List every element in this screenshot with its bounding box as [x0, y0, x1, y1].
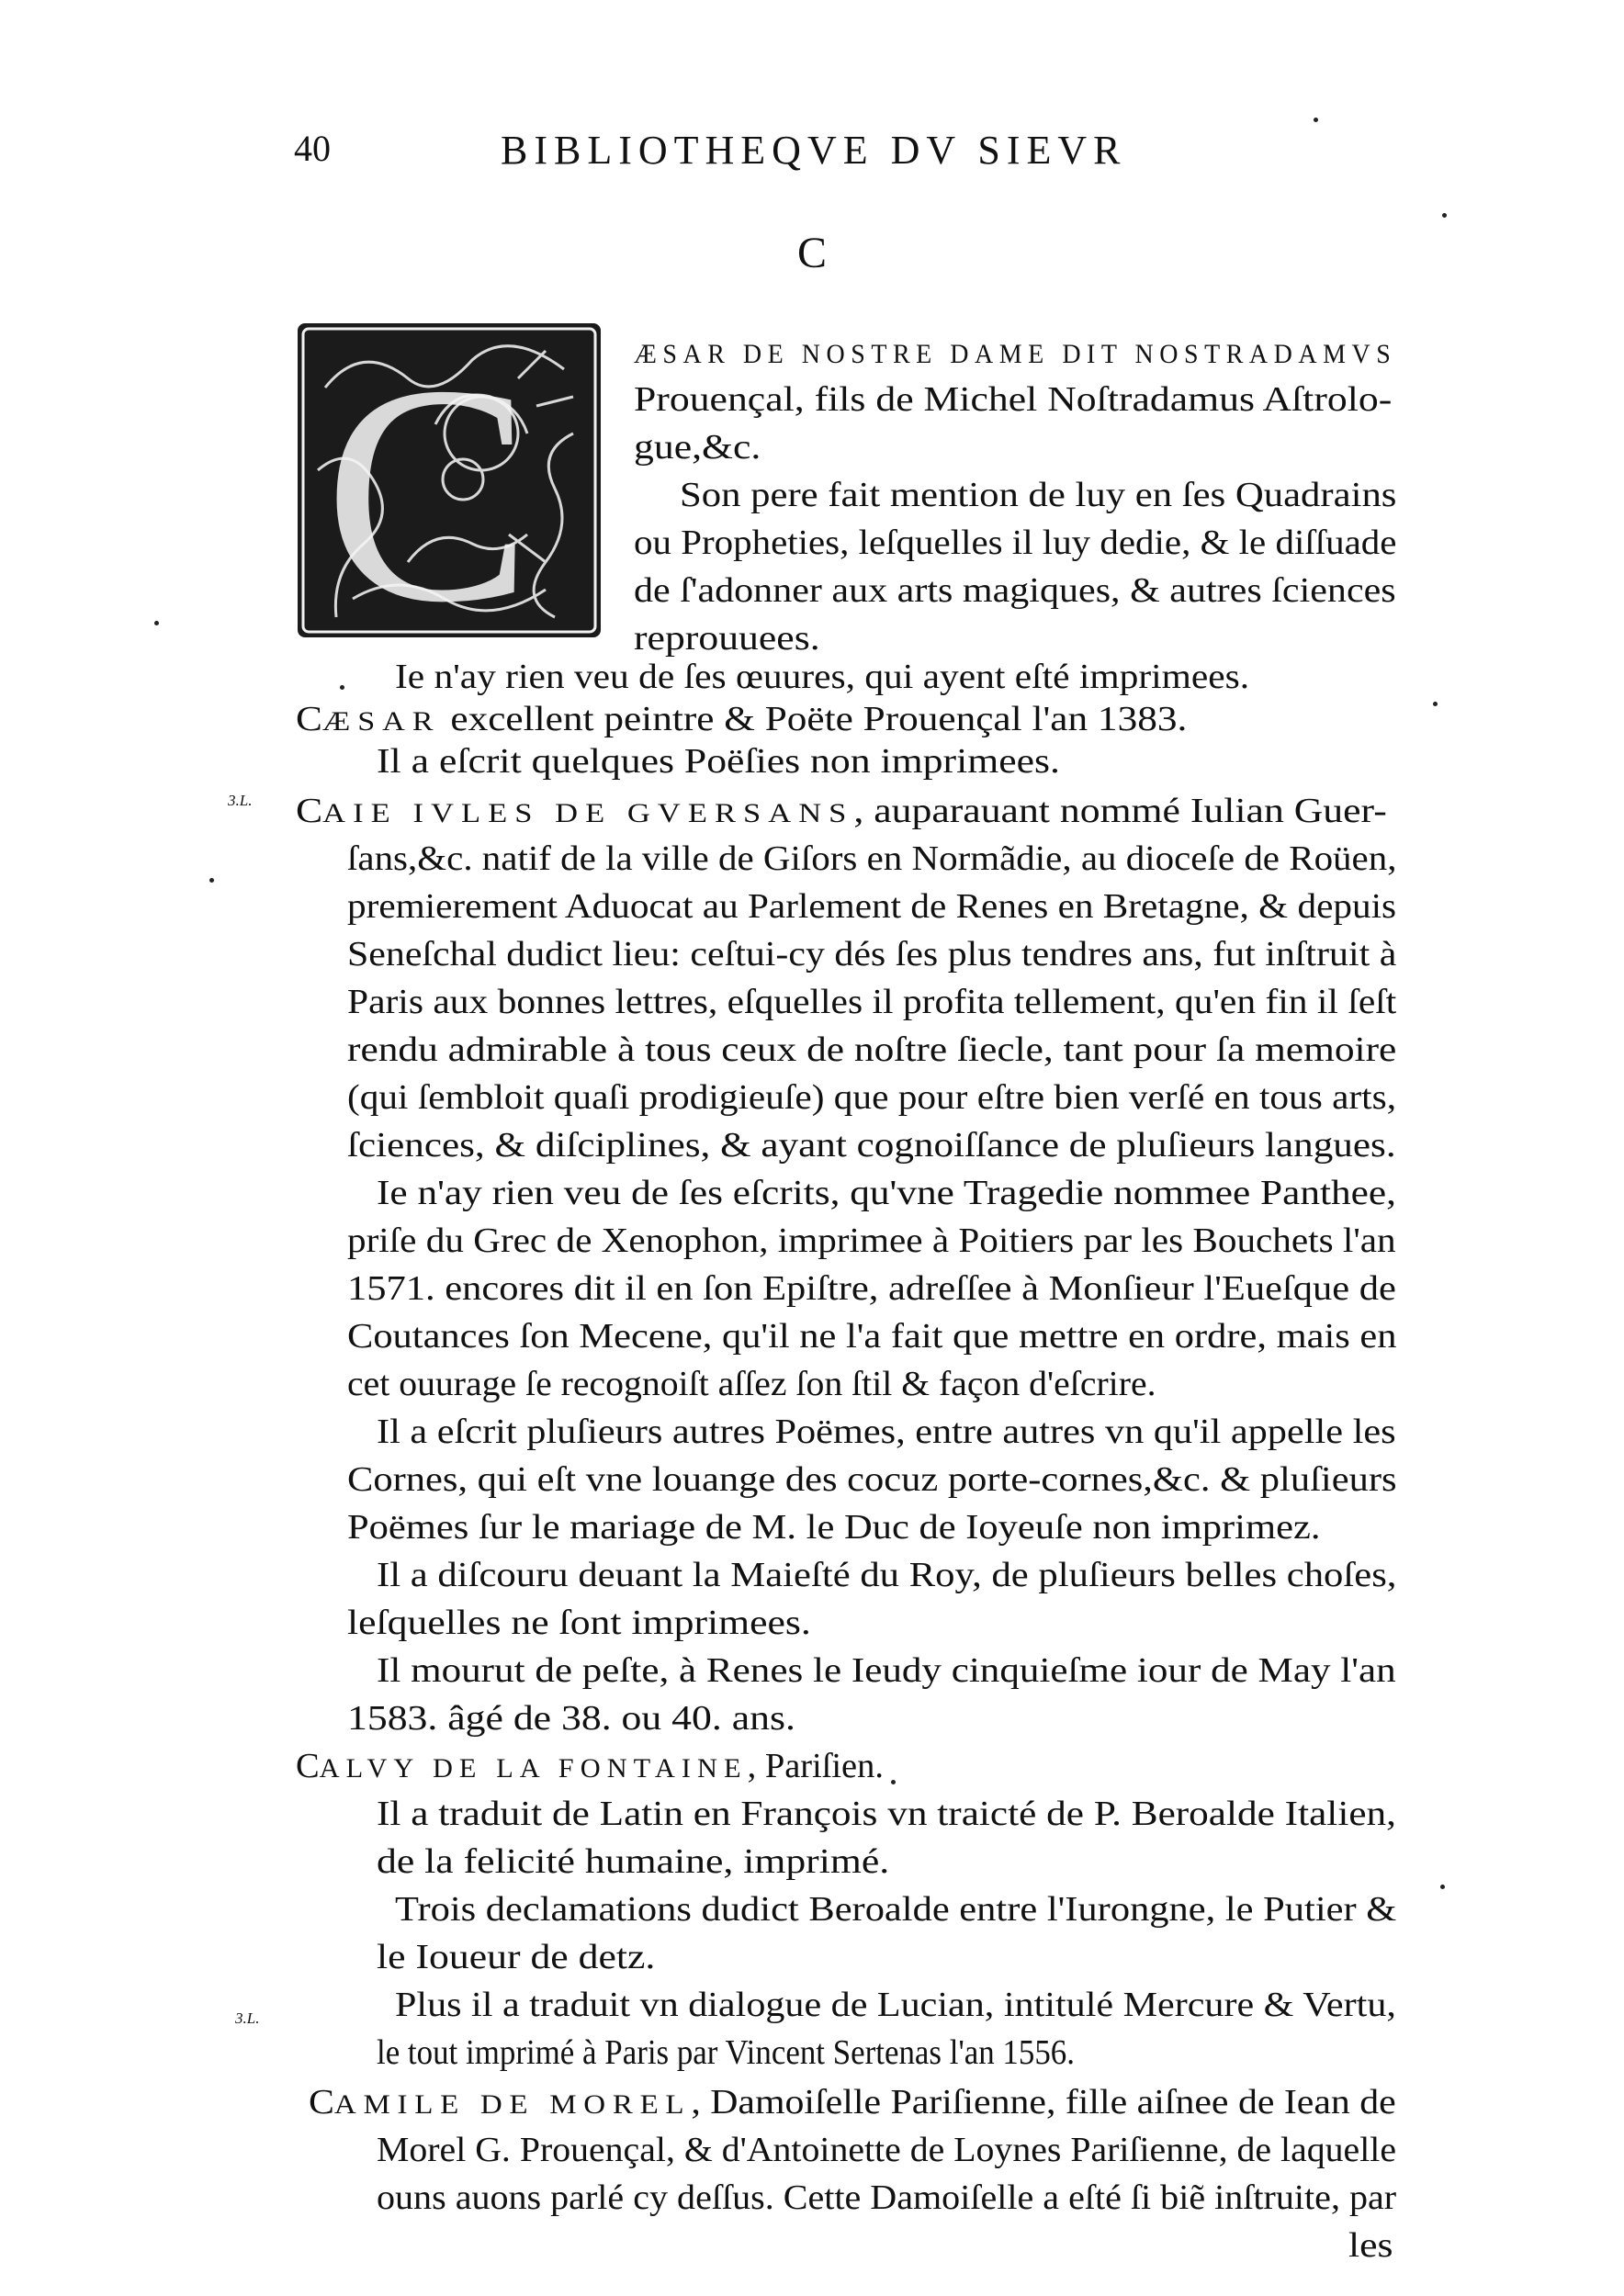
- line-text: les: [1348, 2226, 1393, 2265]
- line-text: Il a eſcrit pluſieurs autres Poëmes, entre autres vn qu'il appelle les: [377, 1412, 1396, 1451]
- text-line: [377, 1840, 889, 1883]
- text-line: [347, 1076, 1396, 1119]
- line-text: reprouuees.: [634, 619, 820, 658]
- text-line: [377, 2177, 1396, 2219]
- line-text: Morel G. Prouençal, & d'Antoinette de Loynes Pariſienne, de laquelle: [377, 2131, 1396, 2169]
- ink-speck: [154, 621, 159, 625]
- text-line: [347, 1458, 1397, 1501]
- text-line: [634, 617, 820, 659]
- ink-speck: [1442, 213, 1447, 218]
- text-line: [377, 1793, 1396, 1835]
- text-line: [395, 1888, 1396, 1930]
- ornament-foliage-icon: [298, 323, 601, 637]
- line-text: Seneſchal dudict lieu: ceſtui-cy dés ſes plus tendres ans, fut inſtruit à: [347, 935, 1397, 974]
- line-text: Il a diſcouru deuant la Maieſté du Roy, de pluſieurs belles choſes,: [377, 1556, 1397, 1594]
- text-line: [377, 1411, 1396, 1453]
- line-text: ou Propheties, leſquelles il luy dedie, & le diſſuade: [634, 523, 1397, 562]
- text-line: [1348, 2224, 1393, 2267]
- ink-speck: [891, 1780, 896, 1784]
- line-text: le tout imprimé à Paris par Vincent Sertenas l'an 1556.: [377, 2033, 1076, 2072]
- line-text: ouns auons parlé cy deſſus. Cette Damoiſelle a eſté ſi biẽ inſtruite, par: [377, 2178, 1397, 2217]
- line-text: , Pariſien.: [747, 1747, 884, 1785]
- initial-letter: C: [323, 323, 533, 637]
- line-text: premierement Aduocat au Parlement de Renes en Bretagne, & depuis: [347, 887, 1397, 926]
- line-text: Cornes, qui eſt vne louange des cocuz porte-cornes,&c. & pluſieurs: [347, 1460, 1397, 1499]
- line-text: Poëmes ſur le mariage de M. le Duc de Ioyeuſe non imprimez.: [347, 1508, 1321, 1547]
- text-line: [634, 426, 761, 468]
- line-text: Plus il a traduit vn dialogue de Lucian, intitulé Mercure & Vertu,: [395, 1986, 1396, 2024]
- line-text: Il a eſcrit quelques Poëſies non imprimees.: [377, 742, 1060, 781]
- text-line: [347, 1506, 1320, 1548]
- line-text: (qui ſembloit quaſi prodigieuſe) que pour eſtre bien verſé en tous arts,: [347, 1078, 1397, 1117]
- line-text: 1571. encores dit il en ſon Epiſtre, adreſſee à Monſieur l'Eueſque de: [347, 1269, 1396, 1308]
- page-number: 40: [294, 128, 331, 169]
- margin-note: 3.L.: [235, 2009, 260, 2027]
- line-text: ſans,&c. natif de la ville de Giſors en Normãdie, au dioceſe de Roüen,: [347, 839, 1397, 878]
- text-line: [347, 933, 1396, 975]
- text-line: [395, 1984, 1396, 2026]
- ink-speck: [1314, 118, 1318, 122]
- line-text: C: [309, 2083, 334, 2122]
- text-line: [377, 1554, 1396, 1596]
- text-line: [634, 569, 1396, 612]
- text-line: [347, 1124, 1396, 1166]
- text-line: [309, 2081, 1396, 2126]
- text-line: [347, 1315, 1396, 1357]
- line-text: Ie n'ay rien veu de ſes œuures, qui ayent eſté imprimees.: [395, 658, 1250, 696]
- text-line: [296, 698, 1187, 743]
- line-text: 1583. âgé de 38. ou 40. ans.: [347, 1699, 795, 1738]
- small-caps-name: AMILE DE MOREL: [333, 2089, 692, 2120]
- margin-note: 3.L.: [228, 792, 253, 809]
- text-line: [377, 1172, 1396, 1214]
- ink-speck: [340, 685, 344, 690]
- ink-speck: [1433, 702, 1438, 706]
- running-title: BIBLIOTHEQVE DV SIEVR: [501, 128, 1127, 173]
- page-header: [294, 127, 1314, 182]
- line-text: leſquelles ne ſont imprimees.: [347, 1604, 811, 1642]
- ink-speck: [1440, 1885, 1445, 1889]
- text-line: [680, 474, 1396, 516]
- line-text: Il mourut de peſte, à Renes le Ieudy cinquieſme iour de May l'an: [377, 1651, 1396, 1690]
- text-line: [347, 1363, 1156, 1405]
- line-text: de la felicité humaine, imprimé.: [377, 1842, 890, 1881]
- line-text: gue,&c.: [634, 428, 761, 467]
- small-caps-name: ALVY DE LA FONTAINE: [319, 1753, 748, 1784]
- line-text: C: [296, 1747, 320, 1785]
- decorated-initial-c: [298, 323, 601, 637]
- small-caps-name: ÆSAR: [321, 706, 441, 737]
- small-caps-name: ÆSAR DE NOSTRE DAME DIT NOSTRADAMVS: [634, 339, 1397, 369]
- line-text: Trois declamations dudict Beroalde entre l'Iurongne, le Putier &: [395, 1890, 1397, 1929]
- text-line: [377, 2032, 1075, 2074]
- text-line: [634, 331, 1396, 376]
- text-line: [347, 838, 1396, 880]
- line-text: C: [296, 700, 322, 738]
- line-text: priſe du Grec de Xenophon, imprimee à Poitiers par les Bouchets l'an: [347, 1221, 1396, 1260]
- text-line: [347, 1267, 1396, 1310]
- text-line: [347, 885, 1396, 928]
- line-text: le Ioueur de detz.: [377, 1938, 656, 1976]
- line-text: ſciences, & diſciplines, & ayant cognoiſſance de pluſieurs langues.: [347, 1126, 1396, 1165]
- text-line: [296, 790, 1387, 835]
- line-text: , Damoiſelle Pariſienne, fille aiſnee de Iean de: [691, 2083, 1396, 2122]
- text-line: [377, 740, 1060, 782]
- line-text: rendu admirable à tous ceux de noſtre ſiecle, tant pour ſa memoire: [347, 1030, 1397, 1069]
- line-text: Il a traduit de Latin en François vn traicté de P. Beroalde Italien,: [377, 1795, 1396, 1833]
- text-line: [347, 981, 1396, 1023]
- text-line: [377, 1649, 1396, 1692]
- text-line: [634, 522, 1396, 564]
- ink-speck: [209, 878, 214, 883]
- text-line: [395, 656, 1249, 698]
- text-line: [296, 1745, 884, 1790]
- line-text: Son pere fait mention de luy en ſes Quadrains: [680, 476, 1397, 514]
- line-text: , auparauant nommé Iulian Guer-: [853, 792, 1387, 830]
- line-text: de ſ'adonner aux arts magiques, & autres ſciences: [634, 571, 1396, 610]
- line-text: Ie n'ay rien veu de ſes eſcrits, qu'vne Tragedie nommee Panthee,: [377, 1174, 1396, 1212]
- line-text: C: [296, 792, 323, 830]
- text-line: [377, 2129, 1396, 2171]
- line-text: Paris aux bonnes lettres, eſquelles il profita tellement, qu'en fin il ſeſt: [347, 983, 1397, 1021]
- text-line: [347, 1602, 811, 1644]
- text-line: [347, 1697, 795, 1739]
- section-letter: C: [796, 229, 827, 277]
- line-text: Coutances ſon Mecene, qu'il ne l'a fait que mettre en ordre, mais en: [347, 1317, 1397, 1356]
- text-line: [347, 1220, 1396, 1262]
- line-text: cet ouurage ſe recognoiſt aſſez ſon ſtil & façon d'eſcrire.: [347, 1365, 1156, 1403]
- text-line: [377, 1936, 655, 1978]
- small-caps-name: AIE IVLES DE GVERSANS: [322, 798, 854, 828]
- line-text: excellent peintre & Poëte Prouençal l'an 1383.: [440, 700, 1188, 738]
- text-line: [634, 378, 1392, 421]
- text-line: [347, 1029, 1396, 1071]
- line-text: Prouençal, fils de Michel Noſtradamus Aſtrolo-: [634, 380, 1393, 419]
